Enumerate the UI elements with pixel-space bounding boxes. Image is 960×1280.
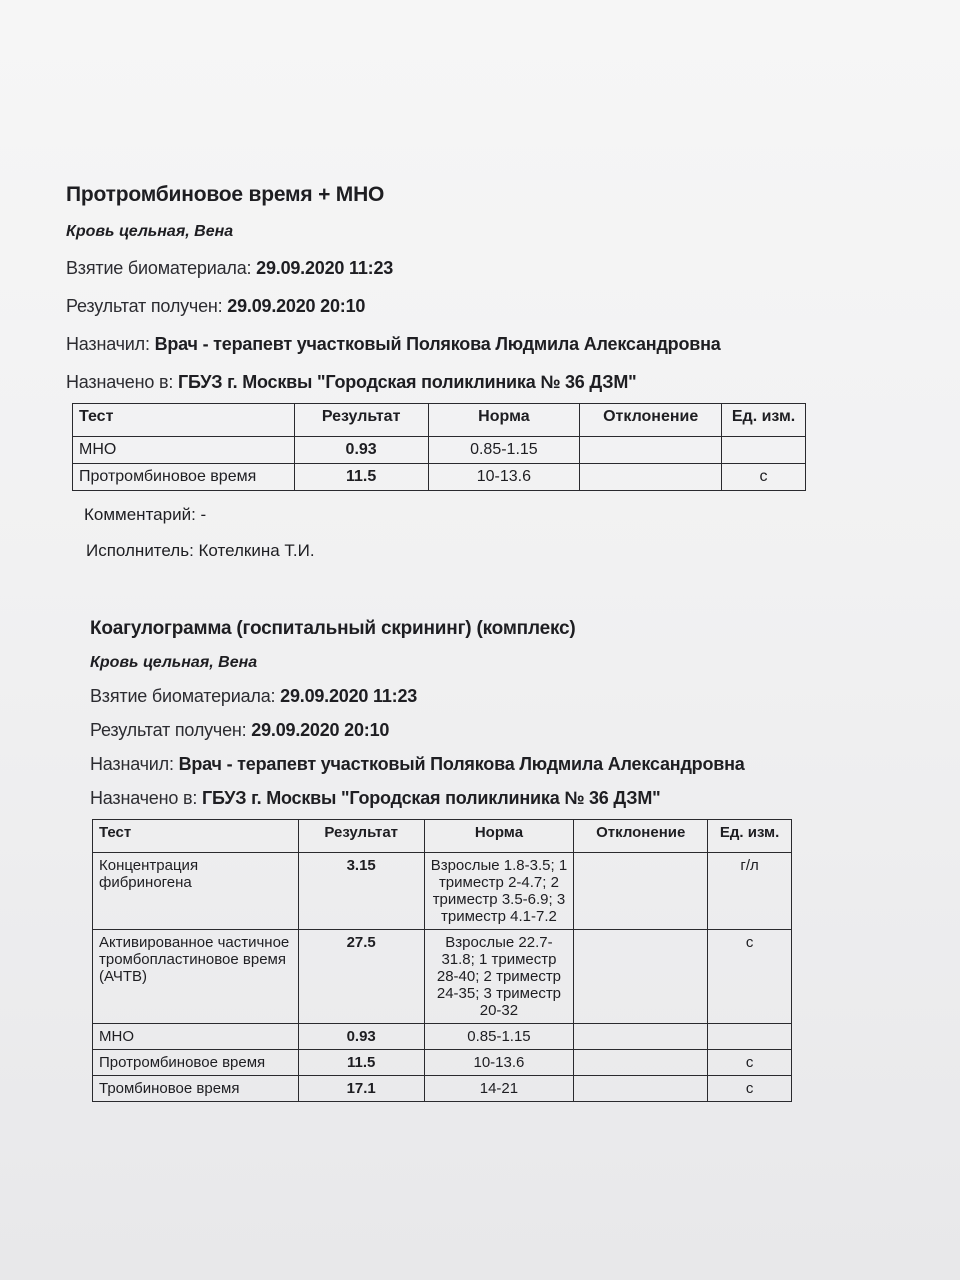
performer [86, 541, 826, 561]
cell-unit: г/л [708, 853, 792, 930]
cell-norm: 10-13.6 [424, 1050, 574, 1076]
comment-value: - [200, 505, 207, 524]
cell-deviation [574, 930, 708, 1024]
cell-deviation [574, 853, 708, 930]
cell-unit: с [708, 1076, 792, 1102]
cell-norm: Взрослые 22.7-31.8; 1 триместр 28-40; 2 триместр 24-35; 3 триместр 20-32 [424, 930, 574, 1024]
collection-label: Взятие биоматериала: [66, 258, 252, 278]
collection-label: Взятие биоматериала: [90, 686, 276, 706]
results-table [92, 819, 792, 1102]
cell-result: 3.15 [298, 853, 424, 930]
result-value: 29.09.2020 20:10 [251, 720, 390, 740]
cell-result: 0.93 [298, 1024, 424, 1050]
table-row [73, 437, 806, 464]
cell-deviation [580, 464, 722, 491]
cell-deviation [580, 437, 722, 464]
table-row [93, 1024, 792, 1050]
performer-value: Котелкина Т.И. [198, 541, 315, 560]
result-time [90, 720, 820, 741]
cell-test: МНО [93, 1024, 299, 1050]
ordered-at [66, 372, 826, 393]
cell-test: Протромбиновое время [73, 464, 295, 491]
cell-norm: 14-21 [424, 1076, 574, 1102]
cell-unit [722, 437, 806, 464]
ordered-by-value: Врач - терапевт участковый Полякова Людмила Александровна [178, 754, 745, 774]
comment [84, 505, 826, 525]
cell-test: МНО [73, 437, 295, 464]
cell-norm: 10-13.6 [428, 464, 580, 491]
cell-deviation [574, 1076, 708, 1102]
cell-test: Активированное частичное тромбопластиновое время (АЧТВ) [93, 930, 299, 1024]
collection-value: 29.09.2020 11:23 [280, 686, 418, 706]
cell-unit: с [708, 930, 792, 1024]
cell-result: 11.5 [298, 1050, 424, 1076]
ordered-at [90, 788, 820, 809]
cell-result: 27.5 [298, 930, 424, 1024]
cell-unit: с [708, 1050, 792, 1076]
header-unit: Ед. изм. [722, 404, 806, 437]
section-prothrombin [66, 183, 826, 561]
result-label: Результат получен: [90, 720, 247, 740]
table-header-row [93, 820, 792, 853]
cell-norm: Взрослые 1.8-3.5; 1 триместр 2-4.7; 2 триместр 3.5-6.9; 3 триместр 4.1-7.2 [424, 853, 574, 930]
specimen-type: Кровь цельная, Вена [66, 223, 234, 240]
ordered-at-label: Назначено в: [90, 788, 198, 808]
collection-time [90, 686, 820, 707]
table-row [93, 1076, 792, 1102]
cell-unit: с [722, 464, 806, 491]
header-result: Результат [294, 404, 428, 437]
table-row [93, 1050, 792, 1076]
ordered-by-label: Назначил: [66, 334, 150, 354]
header-norm: Норма [424, 820, 574, 853]
header-deviation: Отклонение [580, 404, 722, 437]
table-row [93, 930, 792, 1024]
cell-test: Тромбиновое время [93, 1076, 299, 1102]
cell-unit [708, 1024, 792, 1050]
cell-deviation [574, 1050, 708, 1076]
section-title: Коагулограмма (госпитальный скрининг) (комплекс) [90, 618, 576, 639]
collection-value: 29.09.2020 11:23 [256, 258, 394, 278]
cell-result: 0.93 [294, 437, 428, 464]
collection-time [66, 258, 826, 279]
cell-deviation [574, 1024, 708, 1050]
table-header-row [73, 404, 806, 437]
comment-label: Комментарий: [84, 505, 196, 524]
header-deviation: Отклонение [574, 820, 708, 853]
cell-test: Протромбиновое время [93, 1050, 299, 1076]
cell-result: 11.5 [294, 464, 428, 491]
ordered-at-label: Назначено в: [66, 372, 174, 392]
cell-norm: 0.85-1.15 [424, 1024, 574, 1050]
ordered-at-value: ГБУЗ г. Москвы "Городская поликлиника № 36 ДЗМ" [201, 788, 661, 808]
cell-result: 17.1 [298, 1076, 424, 1102]
header-norm: Норма [428, 404, 580, 437]
result-time [66, 296, 826, 317]
header-unit: Ед. изм. [708, 820, 792, 853]
ordered-by-label: Назначил: [90, 754, 174, 774]
cell-norm: 0.85-1.15 [428, 437, 580, 464]
ordered-by [66, 334, 826, 355]
table-row [93, 853, 792, 930]
section-title: Протромбиновое время + МНО [66, 183, 385, 206]
header-test: Тест [73, 404, 295, 437]
ordered-by [90, 754, 820, 775]
result-label: Результат получен: [66, 296, 223, 316]
ordered-at-value: ГБУЗ г. Москвы "Городская поликлиника № 36 ДЗМ" [177, 372, 637, 392]
result-value: 29.09.2020 20:10 [227, 296, 366, 316]
cell-test: Концентрация фибриногена [93, 853, 299, 930]
section-coagulogram [90, 618, 820, 1102]
header-result: Результат [298, 820, 424, 853]
table-row [73, 464, 806, 491]
ordered-by-value: Врач - терапевт участковый Полякова Людмила Александровна [154, 334, 721, 354]
specimen-type: Кровь цельная, Вена [90, 654, 258, 671]
header-test: Тест [93, 820, 299, 853]
performer-label: Исполнитель: [86, 541, 194, 560]
results-table [72, 403, 806, 491]
